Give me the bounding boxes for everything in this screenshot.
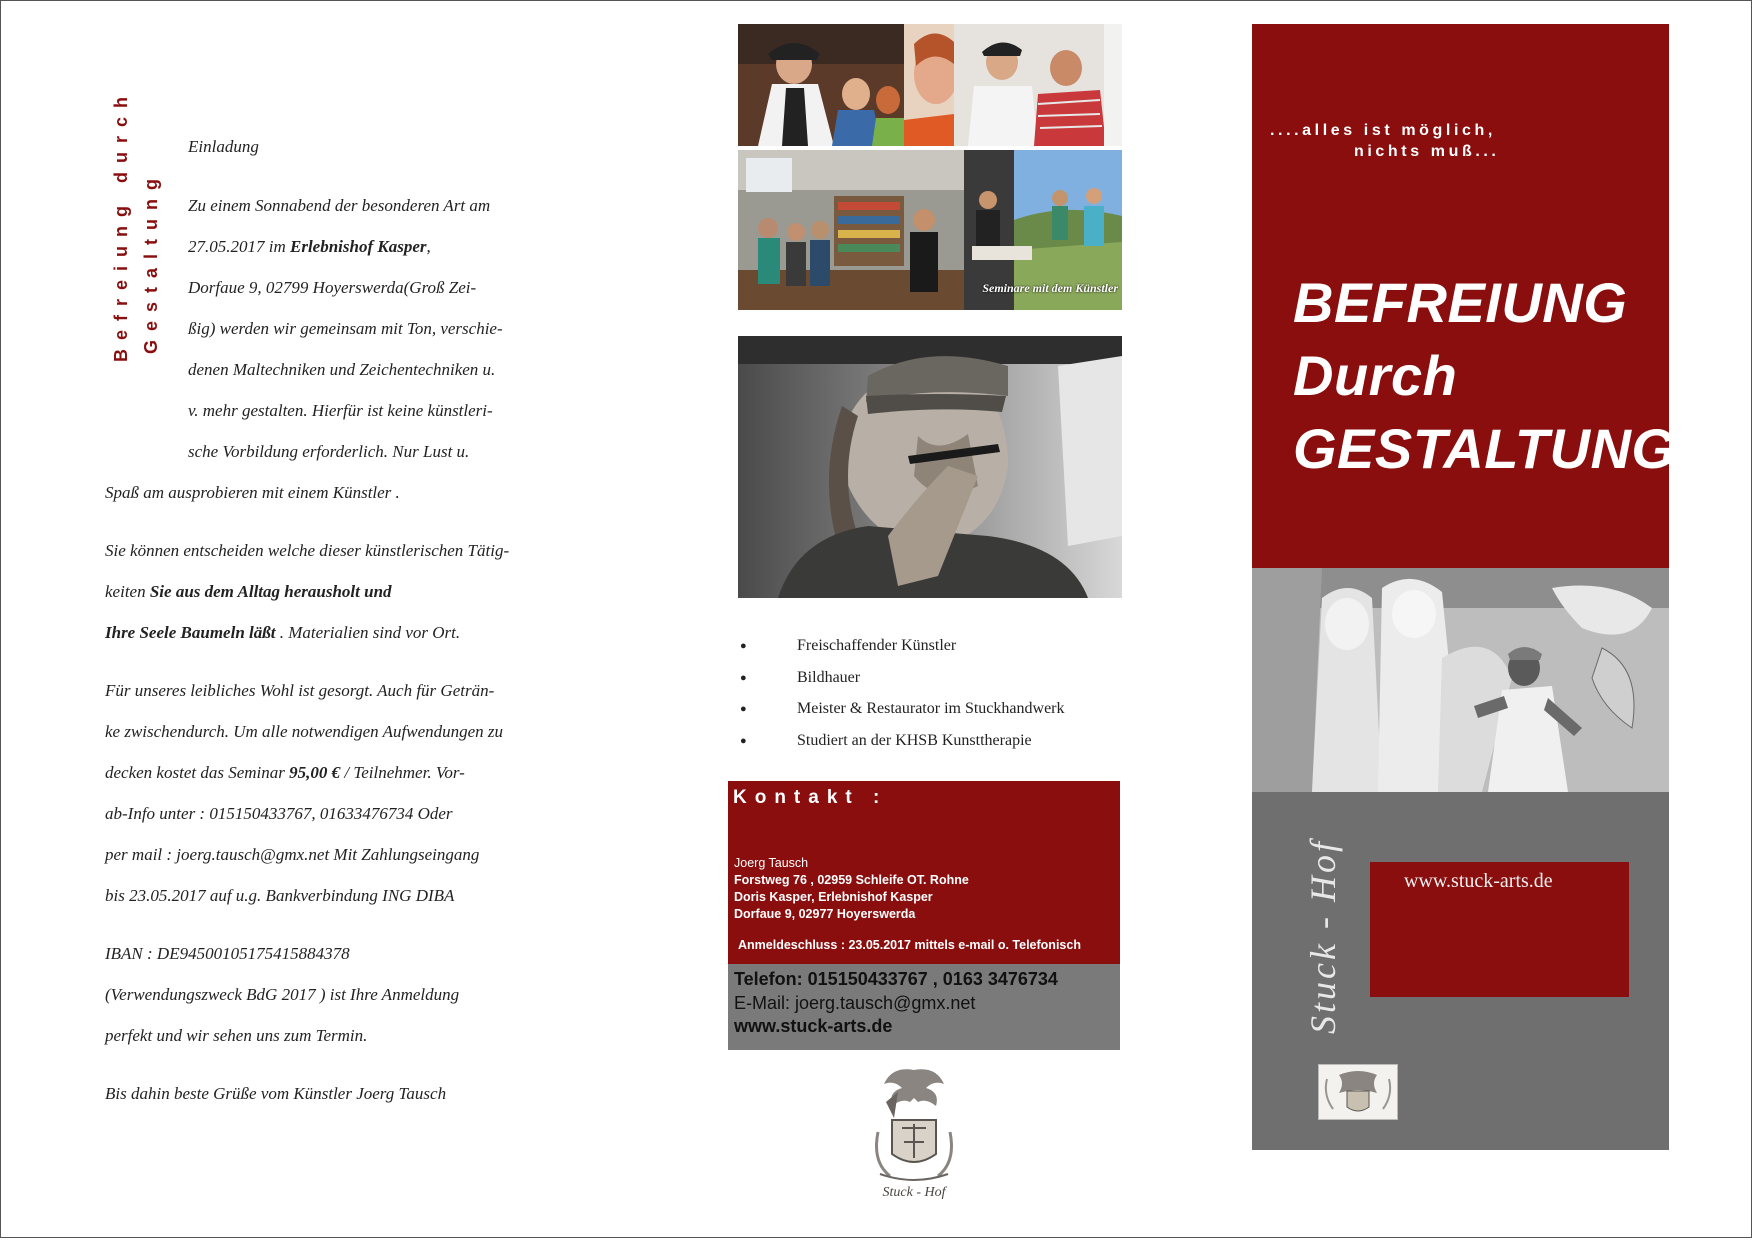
cover-title-panel xyxy=(1252,24,1676,568)
letter-line: IBAN : DE94500105175415884378 xyxy=(105,944,350,963)
letter-heading: Einladung xyxy=(188,137,259,156)
contact-phone: Telefon: 015150433767 , 0163 3476734 xyxy=(734,969,1058,989)
brand-logo-thumbnail xyxy=(1318,1064,1398,1120)
photo-cell xyxy=(904,24,954,146)
brand-vertical-text: Stuck - Hof xyxy=(1303,839,1343,1034)
website-box xyxy=(1370,862,1629,997)
collage-caption: Seminare mit dem Künstler xyxy=(982,281,1118,295)
letter-closing: Bis dahin beste Grüße vom Künstler Joerg Tausch xyxy=(105,1084,447,1103)
list-item: ● Bildhauer xyxy=(740,668,1140,700)
letter-line: Dorfaue 9, 02799 Hoyerswerda(Groß Zei- xyxy=(188,278,477,297)
cover-title: BEFREIUNG Durch GESTALTUNG xyxy=(1293,271,1676,480)
letter-line: ke zwischendurch. Um alle notwendigen Aufwendungen zu xyxy=(105,722,504,741)
letter-line: bis 23.05.2017 auf u.g. Bankverbindung ING DIBA xyxy=(105,886,455,905)
contact-address: Joerg Tausch Forstweg 76 , 02959 Schleife OT. Rohne Doris Kasper, Erlebnishof Kasper Dorfaue 9, 02977 Hoyerswerda xyxy=(734,856,969,921)
contact-box xyxy=(728,781,1120,964)
letter-line: ßig) werden wir gemeinsam mit Ton, verschie- xyxy=(188,319,503,338)
website-link[interactable]: www.stuck-arts.de xyxy=(1404,870,1553,892)
stuck-hof-crest-logo xyxy=(866,1062,962,1212)
slogan: ....alles ist möglich, nichts muß... xyxy=(1270,122,1500,160)
photo-cell xyxy=(738,150,964,310)
letter-line: perfekt und wir sehen uns zum Termin. xyxy=(105,1026,368,1045)
artist-portrait-photo xyxy=(738,336,1122,598)
letter-line: per mail : joerg.tausch@gmx.net Mit Zahlungseingang xyxy=(105,845,480,864)
stucco-sculpture-photo xyxy=(1252,568,1669,792)
registration-deadline: Anmeldeschluss : 23.05.2017 mittels e-mail o. Telefonisch xyxy=(738,938,1081,952)
list-item: ● Meister & Restaurator im Stuckhandwerk xyxy=(740,699,1140,731)
seminar-photo-collage xyxy=(738,24,1122,310)
letter-line: keiten Sie aus dem Alltag herausholt und xyxy=(105,582,392,601)
crest-caption: Stuck - Hof xyxy=(882,1185,946,1200)
letter-line: (Verwendungszweck BdG 2017 ) ist Ihre Anmeldung xyxy=(105,985,460,1004)
contact-details xyxy=(728,964,1120,1050)
letter-line: 27.05.2017 im Erlebnishof Kasper, xyxy=(188,237,431,256)
letter-line: Sie können entscheiden welche dieser künstlerischen Tätig- xyxy=(105,541,510,560)
brand-panel xyxy=(1252,792,1669,1150)
letter-line: Zu einem Sonnabend der besonderen Art am xyxy=(188,196,491,215)
contact-email[interactable]: E-Mail: joerg.tausch@gmx.net xyxy=(734,992,976,1013)
letter-line: denen Maltechniken und Zeichentechniken u. xyxy=(188,360,496,379)
letter-line: Ihre Seele Baumeln läßt . Materialien sind vor Ort. xyxy=(105,623,461,642)
venue-name: Erlebnishof Kasper xyxy=(290,237,427,256)
letter-line: ab-Info unter : 015150433767, 01633476734 Oder xyxy=(105,804,453,823)
price: 95,00 € xyxy=(289,763,341,782)
vertical-title-line2: Gestaltung xyxy=(141,169,161,354)
letter-line: v. mehr gestalten. Hierfür ist keine künstleri- xyxy=(188,401,493,420)
list-item: ● Studiert an der KHSB Kunsttherapie xyxy=(740,731,1140,763)
contact-website[interactable]: www.stuck-arts.de xyxy=(734,1016,893,1036)
letter-line: sche Vorbildung erforderlich. Nur Lust u. xyxy=(188,442,470,461)
vertical-title-line1: Befreiung durch xyxy=(111,87,131,362)
list-item: ● Freischaffender Künstler xyxy=(740,636,1140,668)
photo-cell xyxy=(738,24,904,146)
letter-line: decken kostet das Seminar 95,00 € / Teilnehmer. Vor- xyxy=(105,763,465,782)
photo-cell xyxy=(954,24,1122,146)
letter-line: Spaß am ausprobieren mit einem Künstler . xyxy=(105,483,400,502)
contact-heading: Kontakt : xyxy=(733,787,888,808)
artist-profile-list xyxy=(740,636,1140,762)
letter-line: Für unseres leibliches Wohl ist gesorgt. Auch für Geträn- xyxy=(105,681,495,700)
vertical-title xyxy=(106,82,170,362)
